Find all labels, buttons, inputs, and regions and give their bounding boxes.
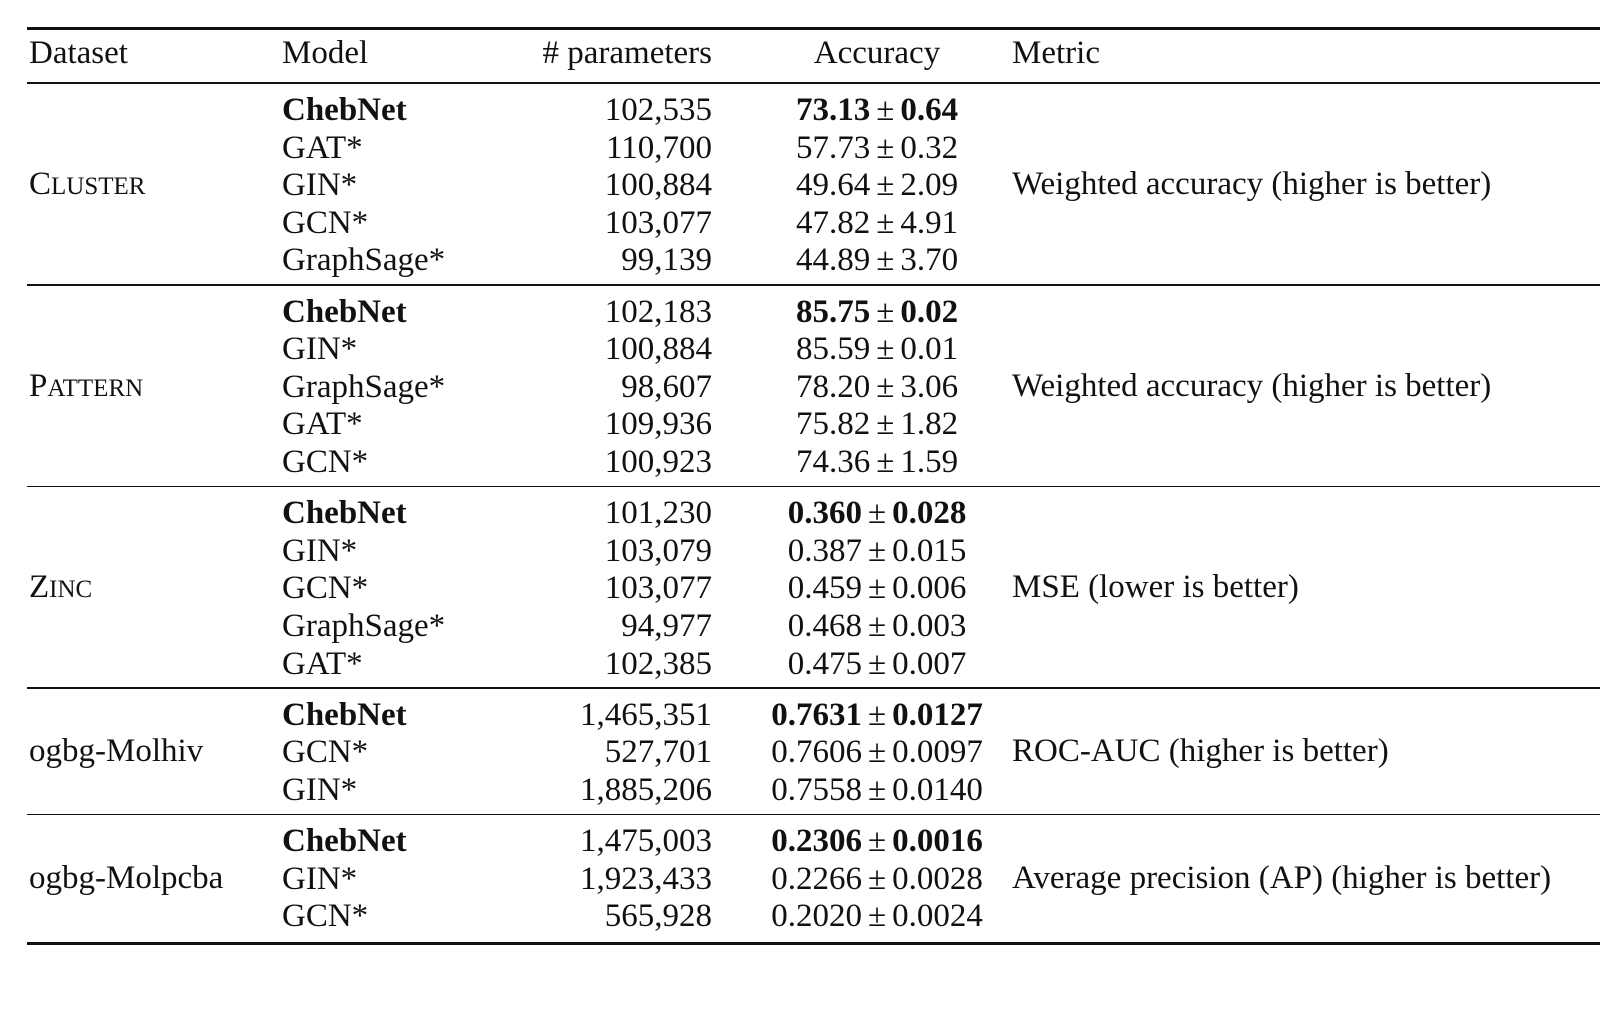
accuracy-value <box>727 606 1027 646</box>
model-name: GraphSage* <box>282 242 446 279</box>
header-accuracy: Accuracy <box>813 35 941 71</box>
accuracy-value <box>727 531 1027 571</box>
accuracy-std: 0.0140 <box>892 772 983 808</box>
accuracy-value <box>727 732 1027 772</box>
metric-description: Weighted accuracy (higher is better) <box>1012 166 1492 202</box>
header-dataset: Dataset <box>29 35 128 71</box>
param-count: 98,607 <box>621 368 712 405</box>
accuracy-value <box>727 644 1027 684</box>
accuracy-value <box>727 568 1027 608</box>
accuracy-mean: 85.75 <box>795 293 871 330</box>
dataset-name <box>29 567 92 610</box>
accuracy-value <box>727 329 1027 369</box>
model-name: GraphSage* <box>282 608 446 644</box>
plus-minus-symbol: ± <box>876 204 895 241</box>
dataset-label: ogbg-Molpcba <box>29 859 224 896</box>
model-name: ChebNet <box>282 696 407 733</box>
plus-minus-symbol: ± <box>867 860 887 897</box>
metric-description: ROC-AUC (higher is better) <box>1012 733 1389 770</box>
accuracy-value <box>727 493 1027 533</box>
model-name: GIN* <box>282 532 358 569</box>
group-separator <box>27 814 1600 816</box>
plus-minus-symbol: ± <box>867 608 887 644</box>
param-count: 100,884 <box>604 331 712 368</box>
plus-minus-symbol: ± <box>867 734 887 771</box>
plus-minus-symbol: ± <box>876 167 895 204</box>
param-count: 1,885,206 <box>580 772 712 808</box>
plus-minus-symbol: ± <box>876 242 895 279</box>
param-count: 1,475,003 <box>580 823 712 860</box>
accuracy-mean: 0.7631 <box>771 696 862 733</box>
accuracy-value <box>727 404 1027 444</box>
dataset-rest: ATTERN <box>47 374 144 402</box>
header-rule <box>27 82 1600 84</box>
header-metric: Metric <box>1012 35 1100 71</box>
accuracy-std: 1.59 <box>900 444 959 480</box>
accuracy-mean: 0.7606 <box>771 734 862 771</box>
metric-description: Average precision (AP) (higher is better) <box>1012 859 1552 896</box>
model-name: ChebNet <box>282 823 407 860</box>
top-rule <box>27 27 1600 30</box>
accuracy-mean: 78.20 <box>795 368 871 405</box>
accuracy-std: 3.06 <box>900 368 959 405</box>
dataset-rest: LUSTER <box>51 173 146 200</box>
param-count: 103,079 <box>604 532 712 569</box>
accuracy-mean: 0.475 <box>787 645 862 682</box>
accuracy-mean: 0.459 <box>787 570 862 607</box>
param-count: 99,139 <box>621 242 712 279</box>
accuracy-mean: 75.82 <box>795 406 871 443</box>
bottom-rule <box>27 942 1600 945</box>
param-count: 94,977 <box>621 608 712 644</box>
model-name: GCN* <box>282 734 369 771</box>
param-count: 103,077 <box>604 570 712 607</box>
plus-minus-symbol: ± <box>867 495 887 532</box>
dataset-rest: INC <box>49 576 93 604</box>
param-count: 110,700 <box>605 129 712 166</box>
plus-minus-symbol: ± <box>867 696 887 733</box>
param-count: 1,923,433 <box>580 860 712 897</box>
model-name: GIN* <box>282 167 358 204</box>
accuracy-std: 0.0097 <box>892 734 983 771</box>
dataset-name <box>29 366 143 409</box>
accuracy-std: 0.0016 <box>892 823 983 860</box>
model-name: GraphSage* <box>282 368 446 405</box>
model-name: GCN* <box>282 204 369 241</box>
accuracy-std: 2.09 <box>900 167 959 204</box>
plus-minus-symbol: ± <box>876 331 895 368</box>
accuracy-std: 0.015 <box>892 532 967 569</box>
accuracy-std: 1.82 <box>900 406 959 443</box>
model-name: ChebNet <box>282 293 407 330</box>
accuracy-value <box>727 292 1027 332</box>
model-name: GCN* <box>282 898 369 935</box>
model-name: ChebNet <box>282 495 407 532</box>
model-name: GIN* <box>282 860 358 897</box>
accuracy-value <box>727 896 1027 936</box>
param-count: 102,183 <box>604 293 712 330</box>
model-name: GIN* <box>282 331 358 368</box>
accuracy-mean: 0.2020 <box>771 898 862 935</box>
plus-minus-symbol: ± <box>876 92 895 128</box>
param-count: 527,701 <box>604 734 712 771</box>
dataset-name <box>29 858 223 898</box>
group-separator <box>27 284 1600 286</box>
header-params: # parameters <box>542 35 712 71</box>
plus-minus-symbol: ± <box>867 823 887 860</box>
accuracy-value <box>727 770 1027 810</box>
plus-minus-symbol: ± <box>867 570 887 607</box>
param-count: 101,230 <box>604 495 712 532</box>
model-name: GAT* <box>282 406 363 443</box>
metric-description: MSE (lower is better) <box>1012 569 1299 606</box>
model-name: GCN* <box>282 570 369 607</box>
dataset-initial: Z <box>29 569 50 606</box>
model-name: GAT* <box>282 645 363 682</box>
accuracy-value <box>727 821 1027 861</box>
accuracy-std: 0.0127 <box>892 696 983 733</box>
param-count: 565,928 <box>604 898 712 935</box>
accuracy-std: 0.028 <box>892 495 967 532</box>
accuracy-mean: 47.82 <box>795 204 871 241</box>
accuracy-std: 0.003 <box>892 608 967 644</box>
accuracy-std: 4.91 <box>900 204 959 241</box>
accuracy-value <box>727 442 1027 482</box>
accuracy-mean: 73.13 <box>795 92 871 128</box>
plus-minus-symbol: ± <box>876 293 895 330</box>
dataset-name <box>29 731 203 771</box>
model-name: GCN* <box>282 444 369 480</box>
accuracy-mean: 0.360 <box>787 495 862 532</box>
plus-minus-symbol: ± <box>867 772 887 808</box>
plus-minus-symbol: ± <box>876 368 895 405</box>
param-count: 103,077 <box>604 204 712 241</box>
accuracy-std: 0.006 <box>892 570 967 607</box>
accuracy-value <box>727 203 1027 243</box>
accuracy-value <box>727 90 1027 130</box>
param-count: 100,923 <box>604 444 712 480</box>
model-name: GAT* <box>282 129 363 166</box>
dataset-name <box>29 164 145 207</box>
model-name: ChebNet <box>282 92 407 128</box>
accuracy-value <box>727 128 1027 168</box>
accuracy-std: 0.0024 <box>892 898 983 935</box>
accuracy-std: 0.007 <box>892 645 967 682</box>
accuracy-value <box>727 240 1027 280</box>
plus-minus-symbol: ± <box>867 645 887 682</box>
accuracy-mean: 44.89 <box>795 242 871 279</box>
plus-minus-symbol: ± <box>876 406 895 443</box>
accuracy-mean: 0.2266 <box>771 860 862 897</box>
accuracy-std: 0.01 <box>900 331 959 368</box>
accuracy-mean: 74.36 <box>795 444 871 480</box>
plus-minus-symbol: ± <box>867 532 887 569</box>
accuracy-mean: 49.64 <box>795 167 871 204</box>
accuracy-std: 0.32 <box>900 129 959 166</box>
accuracy-std: 0.0028 <box>892 860 983 897</box>
accuracy-mean: 0.468 <box>787 608 862 644</box>
accuracy-value <box>727 695 1027 735</box>
accuracy-value <box>727 165 1027 205</box>
dataset-label: ogbg-Molhiv <box>29 733 204 770</box>
group-separator <box>27 687 1600 689</box>
param-count: 102,535 <box>604 92 712 128</box>
plus-minus-symbol: ± <box>876 444 895 480</box>
plus-minus-symbol: ± <box>867 898 887 935</box>
group-separator <box>27 486 1600 488</box>
param-count: 102,385 <box>604 645 712 682</box>
accuracy-std: 0.02 <box>900 293 959 330</box>
param-count: 100,884 <box>604 167 712 204</box>
accuracy-mean: 0.387 <box>787 532 862 569</box>
model-name: GIN* <box>282 772 358 808</box>
metric-description: Weighted accuracy (higher is better) <box>1012 367 1492 404</box>
accuracy-mean: 57.73 <box>795 129 871 166</box>
accuracy-mean: 0.2306 <box>771 823 862 860</box>
plus-minus-symbol: ± <box>876 129 895 166</box>
header-model: Model <box>282 35 369 71</box>
param-count: 109,936 <box>604 406 712 443</box>
accuracy-value <box>727 859 1027 899</box>
accuracy-std: 3.70 <box>900 242 959 279</box>
param-count: 1,465,351 <box>580 696 712 733</box>
dataset-initial: P <box>29 367 48 404</box>
accuracy-std: 0.64 <box>900 92 959 128</box>
accuracy-mean: 85.59 <box>795 331 871 368</box>
dataset-initial: C <box>29 166 52 202</box>
accuracy-mean: 0.7558 <box>771 772 862 808</box>
accuracy-value <box>727 367 1027 407</box>
